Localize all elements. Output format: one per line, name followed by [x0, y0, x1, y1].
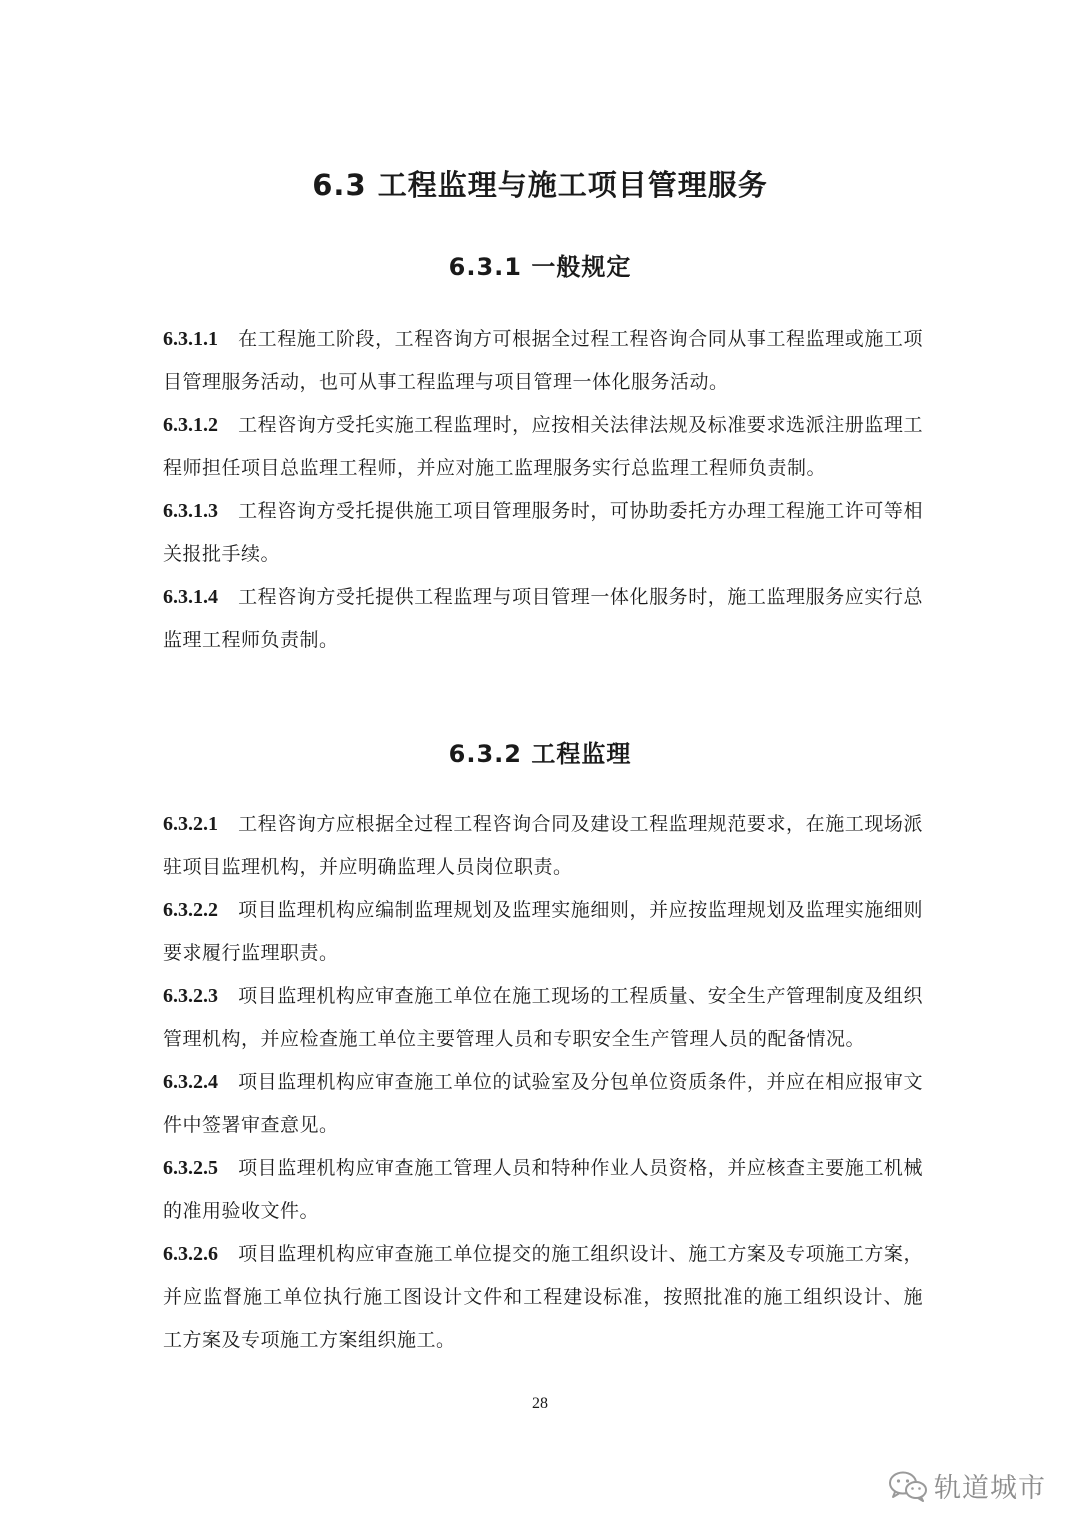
clause-number: 6.3.1.1 [163, 328, 218, 350]
clause [163, 404, 923, 490]
clause [163, 576, 923, 662]
clause [163, 975, 923, 1061]
clause-number: 6.3.2.1 [163, 813, 218, 835]
subsection-title: 6.3.1 一般规定 [448, 253, 632, 281]
clause-text: 项目监理机构应编制监理规划及监理实施细则，并应按监理规划及监理实施细则要求履行监理职责。 [163, 899, 923, 964]
clause-number: 6.3.1.3 [163, 500, 218, 522]
clause-number: 6.3.2.6 [163, 1243, 218, 1265]
clause-text: 项目监理机构应审查施工单位提交的施工组织设计、施工方案及专项施工方案，并应监督施工单位执行施工图设计文件和工程建设标准，按照批准的施工组织设计、施工方案及专项施工方案组织施工。 [163, 1243, 923, 1351]
clause-number: 6.3.2.5 [163, 1157, 218, 1179]
clause-number: 6.3.1.4 [163, 586, 218, 608]
clause-number: 6.3.2.4 [163, 1071, 218, 1093]
watermark-text: 轨道城市 [934, 1473, 1046, 1504]
clause [163, 1233, 923, 1362]
clause-text: 工程咨询方受托提供工程监理与项目管理一体化服务时，施工监理服务应实行总监理工程师负责制。 [163, 586, 923, 651]
clause-number: 6.3.2.2 [163, 899, 218, 921]
clause-number: 6.3.2.3 [163, 985, 218, 1007]
section-title: 6.3 工程监理与施工项目管理服务 [312, 168, 768, 202]
wechat-icon [888, 1470, 928, 1502]
subsection-title: 6.3.2 工程监理 [448, 740, 632, 768]
clause-list [163, 318, 923, 662]
clause-text: 工程咨询方应根据全过程工程咨询合同及建设工程监理规范要求，在施工现场派驻项目监理机构，并应明确监理人员岗位职责。 [163, 813, 923, 878]
clause [163, 318, 923, 404]
page-number: 28 [532, 1395, 548, 1412]
clause [163, 889, 923, 975]
clause [163, 803, 923, 889]
clause-text: 项目监理机构应审查施工单位的试验室及分包单位资质条件，并应在相应报审文件中签署审查意见。 [163, 1071, 923, 1136]
clause-text: 项目监理机构应审查施工单位在施工现场的工程质量、安全生产管理制度及组织管理机构，并应检查施工单位主要管理人员和专职安全生产管理人员的配备情况。 [163, 985, 923, 1050]
clause [163, 1061, 923, 1147]
clause-list [163, 803, 923, 1362]
clause [163, 490, 923, 576]
clause [163, 1147, 923, 1233]
clause-number: 6.3.1.2 [163, 414, 218, 436]
clause-text: 项目监理机构应审查施工管理人员和特种作业人员资格，并应核查主要施工机械的准用验收文件。 [163, 1157, 923, 1222]
clause-text: 工程咨询方受托提供施工项目管理服务时，可协助委托方办理工程施工许可等相关报批手续。 [163, 500, 923, 565]
watermark [888, 1466, 1046, 1505]
clause-text: 在工程施工阶段，工程咨询方可根据全过程工程咨询合同从事工程监理或施工项目管理服务活动，也可从事工程监理与项目管理一体化服务活动。 [163, 328, 923, 393]
clause-text: 工程咨询方受托实施工程监理时，应按相关法律法规及标准要求选派注册监理工程师担任项目总监理工程师，并应对施工监理服务实行总监理工程师负责制。 [163, 414, 923, 479]
